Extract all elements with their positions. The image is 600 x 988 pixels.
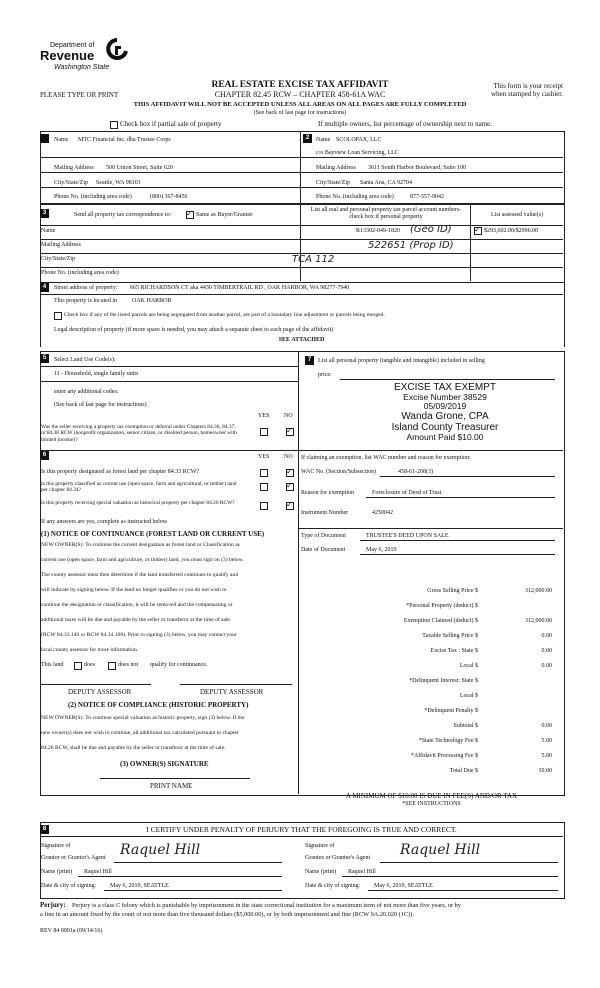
perjury-text-2: a fine in an amount fixed by the court of not more than five thousand dollars ($5,000.00), or by both imprisonment and fine (RCW 9A.20.020 (1C)). xyxy=(40,911,414,918)
fin-value[interactable]: 0.00 xyxy=(541,663,552,669)
sec6-no: NO xyxy=(284,454,293,460)
exemption-reason[interactable]: Foreclosure of Deed of Trust xyxy=(372,490,442,496)
does-label: does xyxy=(84,662,95,668)
perjury-text-1: Perjury is a class C felony which is punishable by imprisonment in the state correctional institution for a maximum term of not more than five years, or by xyxy=(72,902,461,909)
segregated-label: Check box if any of the listed parcels are being segregated from another parcel, are part of a boundary line adjustment or parcels being merged. xyxy=(64,312,385,318)
document-date-label: Date of Document xyxy=(301,547,346,553)
section-2-number: 2 xyxy=(303,134,312,143)
fin-value[interactable]: 5.00 xyxy=(541,738,552,744)
sec6-yes: YES xyxy=(258,454,270,460)
form-title: REAL ESTATE EXCISE TAX AFFIDAVIT xyxy=(211,80,389,90)
see-instructions-note: *SEE INSTRUCTIONS xyxy=(402,801,461,807)
notice-2-line: 84.26 RCW, shall be due and payable by the seller or transferor at the time of sale. xyxy=(41,745,226,751)
personal-property-checkbox[interactable] xyxy=(474,227,482,235)
fin-value[interactable]: 0.00 xyxy=(541,648,552,654)
print-name-label: PRINT NAME xyxy=(150,782,193,790)
financials-table xyxy=(300,588,562,788)
seller-mailing-label: Mailing Address xyxy=(54,165,94,171)
print-note: PLEASE TYPE OR PRINT xyxy=(40,91,119,99)
deputy-assessor-2: DEPUTY ASSESSOR xyxy=(200,688,264,696)
exemption-no-checkbox[interactable] xyxy=(286,428,294,436)
grantee-sig-label: Signature of xyxy=(305,843,335,849)
form-number: REV 84 0001a (09/14/16) xyxy=(40,928,103,934)
grantor-signature[interactable]: Raquel Hill xyxy=(120,842,201,858)
qualify-label: qualify for continuance. xyxy=(150,662,208,668)
grantor-agent-label: Grantor or Grantor's Agent xyxy=(41,855,106,861)
current-use-question: Is this property classified as current use (open space, farm and agricultural, or timber) land per chapter 84.34? xyxy=(41,481,237,494)
stamp-line: 05/09/2019 xyxy=(423,401,467,411)
street-label: Street address of property: xyxy=(54,285,118,291)
partial-sale-label: Check box if partial sale of property xyxy=(120,120,222,128)
fin-label: Local $ xyxy=(459,663,478,669)
excise-exempt-stamp xyxy=(330,382,560,442)
instrument-number[interactable]: 4250042 xyxy=(372,510,393,516)
grantee-agent-label: Grantee or Grantee's Agent xyxy=(305,855,371,861)
notice-1-line: local county assessor for more information. xyxy=(41,647,139,653)
buyer-name[interactable]: SCOLOPAX, LLC xyxy=(336,137,382,143)
multiple-owners-note: If multiple owners, list percentage of ownership next to name. xyxy=(318,120,492,128)
form-chapter: CHAPTER 82.45 RCW – CHAPTER 458-61A WAC xyxy=(214,90,386,99)
fin-label: Taxable Selling Price $ xyxy=(422,633,478,639)
assessed-header: List assessed value(s) xyxy=(491,212,543,218)
receipt-note-2: when stamped by cashier. xyxy=(491,90,563,98)
dept-state: Washington State xyxy=(54,64,110,71)
stamp-line: EXCISE TAX EXEMPT xyxy=(394,382,496,393)
form-warning: THIS AFFIDAVIT WILL NOT BE ACCEPTED UNLESS ALL AREAS ON ALL PAGES ARE FULLY COMPLETED xyxy=(133,101,467,108)
any-yes-note: If any answers are yes, complete as instructed below. xyxy=(41,519,169,525)
current-use-no-checkbox[interactable] xyxy=(286,483,294,491)
stamp-line: Excise Number 38529 xyxy=(403,392,487,402)
does-checkbox[interactable] xyxy=(74,662,82,670)
fin-label: *Affidavit Processing Fee $ xyxy=(410,753,478,759)
land-use-label: Select Land Use Code(s): xyxy=(54,357,116,363)
grantor-date-label: Date & city of signing: xyxy=(41,883,97,889)
fin-value[interactable]: 312,000.00 xyxy=(525,588,552,594)
historic-yes-checkbox[interactable] xyxy=(260,502,268,510)
section-8-number: 8 xyxy=(40,825,49,834)
grantor-date[interactable]: May 6, 2019, SEATTLE xyxy=(110,883,169,889)
partial-sale-checkbox[interactable] xyxy=(110,121,118,129)
section-6-number: 6 xyxy=(40,451,49,460)
send-correspondence-label: Send all property tax correspondence to: xyxy=(74,212,172,218)
dept-small: Department of xyxy=(50,42,95,49)
personal-property-label: List all personal property (tangible and intangible) included in selling xyxy=(318,358,485,364)
historic-question: Is this property receiving special valuation as historical property per chapter 84.26 RCW? xyxy=(41,500,235,506)
forest-land-question: Is this property designated as forest land per chapter 84.33 RCW? xyxy=(41,469,200,475)
segregated-checkbox[interactable] xyxy=(54,312,62,320)
dept-big: Revenue xyxy=(40,48,95,63)
exemption-reason-label: Reason for exemption xyxy=(301,490,354,496)
buyer-mailing[interactable]: 3611 South Harbor Boulevard, Suite 100 xyxy=(368,165,467,171)
notice-2-line: NEW OWNER(S): To continue special valuation as historic property, sign (3) below. If the xyxy=(41,715,245,721)
price-label: price: xyxy=(318,372,332,378)
notice-1-line: additional taxes will be due and payable by the seller or transferor at the time of sale. xyxy=(41,617,232,623)
wac-number[interactable]: 458-61-208(3) xyxy=(398,469,433,475)
exemption-yes-checkbox[interactable] xyxy=(260,428,268,436)
parcel-handwritten-prop-id: 522651 (Prop ID) xyxy=(368,240,454,251)
assessed-value-1[interactable]: $293,602.00/$2996.00 xyxy=(484,228,539,234)
fin-label: Local $ xyxy=(459,693,478,699)
fin-label: *Delinquent Penalty $ xyxy=(424,708,478,714)
land-use-value[interactable]: 11 - Household, single family units xyxy=(54,371,139,377)
seller-phone-label: Phone No. (including area code) xyxy=(54,194,132,200)
fin-label: *State Technology Fee $ xyxy=(418,738,478,744)
forest-yes-checkbox[interactable] xyxy=(260,469,268,477)
seller-city-label: City/State/Zip xyxy=(54,180,88,186)
buyer-city[interactable]: Santa Ana, CA 92704 xyxy=(360,180,412,186)
wac-number-label: WAC No. (Section/Subsection) xyxy=(301,469,377,475)
fin-value[interactable]: 0.00 xyxy=(541,633,552,639)
grantee-name[interactable]: Raquel Hill xyxy=(348,869,376,875)
fin-label: Excise Tax : State $ xyxy=(430,648,478,654)
stamp-line: Island County Treasurer xyxy=(391,422,499,433)
certify-statement: I CERTIFY UNDER PENALTY OF PERJURY THAT THE FOREGOING IS TRUE AND CORRECT. xyxy=(146,825,457,834)
section-1-number xyxy=(40,134,49,143)
sec5-no: NO xyxy=(284,413,293,419)
sec3-city-label: City/State/Zip xyxy=(41,256,75,262)
notice-1-line: will indicate by signing below. If the land no longer qualifies or you do not wish to xyxy=(41,587,227,593)
fin-label: Exemption Claimed (deduct) $ xyxy=(403,618,478,624)
buyer-city-label: City/State/Zip xyxy=(316,180,350,186)
sec3-phone-label: Phone No. (including area code) xyxy=(41,270,119,276)
dor-logo-mark-icon xyxy=(106,38,128,62)
section-5-number: 5 xyxy=(40,354,49,363)
forest-no-checkbox[interactable] xyxy=(286,469,294,477)
notice-1-line: continue the designation or classification, it will be removed and the compensating or xyxy=(41,602,233,608)
document-type[interactable]: TRUSTEE'S DEED UPON SALE xyxy=(366,533,449,539)
notice-2-title: (2) NOTICE OF COMPLIANCE (HISTORIC PROPERTY) xyxy=(68,701,249,709)
grantee-signature[interactable]: Raquel Hill xyxy=(400,842,481,858)
wac-claim-label: If claiming an exemption, list WAC number and reason for exemption: xyxy=(301,455,471,461)
sec5-yes: YES xyxy=(258,413,270,419)
fin-label: *Delinquent Interest: State $ xyxy=(409,678,478,684)
seller-name-label: Name xyxy=(54,137,69,143)
fin-label: *Personal Property (deduct) $ xyxy=(406,603,478,609)
this-land-label: This land xyxy=(41,662,64,668)
seller-city[interactable]: Seattle, WA 98101 xyxy=(96,180,141,186)
same-as-buyer-checkbox[interactable] xyxy=(186,211,194,219)
fin-label: Subtotal $ xyxy=(453,723,478,729)
legal-description-label: Legal description of property (if more space is needed, you may attach a separate sheet to each page of the affidavit) xyxy=(54,327,334,333)
stamp-line: Wanda Grone, CPA xyxy=(401,411,489,422)
parcel-number-1[interactable]: R13302-049-1820 xyxy=(356,228,400,234)
deputy-assessor-1: DEPUTY ASSESSOR xyxy=(68,688,132,696)
buyer-phone-label: Phone No. (including area code) xyxy=(316,194,394,200)
document-type-label: Type of Document xyxy=(301,533,346,539)
sec3-mailing-label: Mailing Address xyxy=(41,242,81,248)
same-as-buyer-label: Same as Buyer/Grantee xyxy=(196,212,253,218)
notice-1-line: NEW OWNER(S): To continue the current designation as forest land or Classification as xyxy=(41,542,240,548)
does-not-label: does not xyxy=(118,662,139,668)
fin-value[interactable]: 0.00 xyxy=(541,723,552,729)
minimum-fee-note: A MINIMUM OF $10.00 IS DUE IN FEE(S) AND/OR TAX xyxy=(345,792,518,800)
dor-logo xyxy=(40,38,140,78)
see-back-note: (See back of last page for instructions) xyxy=(253,110,347,116)
grantor-name[interactable]: Raquel Hill xyxy=(84,869,112,875)
section-4-number: 4 xyxy=(40,283,49,292)
owner-signature-title: (3) OWNER(S) SIGNATURE xyxy=(120,760,209,768)
grantor-sig-label: Signature of xyxy=(41,843,71,849)
buyer-name-2[interactable]: c/o Bayview Loan Servicing, LLC xyxy=(316,150,399,156)
additional-codes-label: enter any additional codes: xyxy=(54,389,119,395)
fin-value[interactable]: 312,000.00 xyxy=(525,618,552,624)
section-7-number: 7 xyxy=(305,356,314,365)
notice-1-line: current use (open space, farm and agriculture, or timber) land, you must sign on (3) below. xyxy=(41,557,244,563)
tca-handwritten: TCA 112 xyxy=(292,254,335,265)
notice-1-line: The county assessor must then determine if the land transferred continues to qualify and xyxy=(41,572,239,578)
fin-value[interactable]: 10.00 xyxy=(538,768,552,774)
receipt-note-1: This form is your receipt xyxy=(493,82,563,90)
seller-name[interactable]: MTC Financial Inc. dba Trustee Corps xyxy=(78,137,171,143)
notice-1-title: (1) NOTICE OF CONTINUANCE (FOREST LAND OR CURRENT USE) xyxy=(41,530,265,538)
grantee-date[interactable]: May 6, 2019, SEATTLE xyxy=(374,883,433,889)
fin-label: Gross Selling Price $ xyxy=(427,588,478,594)
notice-2-line: new owner(s) does not wish to continue, all additional tax calculated pursuant to chapter xyxy=(41,730,239,736)
sec5-see-back: (See back of last page for instructions) xyxy=(54,402,147,408)
located-label: This property is located in xyxy=(54,298,117,304)
stamp-line: Amount Paid $10.00 xyxy=(406,432,484,442)
seller-mailing[interactable]: 500 Union Street, Suite 620 xyxy=(106,165,173,171)
grantee-name-label: Name (print) xyxy=(305,869,337,875)
parcel-handwritten-geo-id: (Geo ID) xyxy=(410,224,452,235)
located-city[interactable]: OAK HARBOR xyxy=(132,298,172,304)
street-address[interactable]: 665 RICHARDSON CT aka 4430 TIMBERTRAIL RD , OAK HARBOR, WA 98277-7940 xyxy=(130,285,350,291)
historic-no-checkbox[interactable] xyxy=(286,502,294,510)
perjury-label: Perjury: xyxy=(40,901,66,909)
fin-label: Total Due $ xyxy=(449,768,478,774)
see-attached[interactable]: SEE ATTACHED xyxy=(278,337,325,343)
buyer-mailing-label: Mailing Address xyxy=(316,165,356,171)
section-3-number: 3 xyxy=(40,209,49,218)
document-date[interactable]: May 6, 2019 xyxy=(366,547,397,553)
grantee-date-label: Date & city of signing: xyxy=(305,883,361,889)
current-use-yes-checkbox[interactable] xyxy=(260,483,268,491)
does-not-checkbox[interactable] xyxy=(108,662,116,670)
grantor-name-label: Name (print) xyxy=(41,869,73,875)
seller-phone[interactable]: (800) 367-8456 xyxy=(150,194,188,200)
buyer-phone[interactable]: 877-557-9042 xyxy=(410,194,444,200)
instrument-number-label: Instrument Number xyxy=(301,510,349,516)
parcel-header: List all real and personal property tax parcel account numbers-check box if personal property xyxy=(310,207,462,220)
buyer-name-label: Name xyxy=(316,137,331,143)
exemption-question: Was the seller receiving a property tax exemption or deferral under Chapters 84.36, 84.37, or 84.38 RCW (nonprofit organization, senior citizen, or disabled person, homeowner with limited income)? xyxy=(41,424,237,443)
sec3-name-label: Name xyxy=(41,228,56,234)
notice-1-line: (RCW 84.33.140 or RCW 84.34.108). Prior to signing (3) below, you may contact your xyxy=(41,632,237,638)
fin-value[interactable]: 5.00 xyxy=(541,753,552,759)
